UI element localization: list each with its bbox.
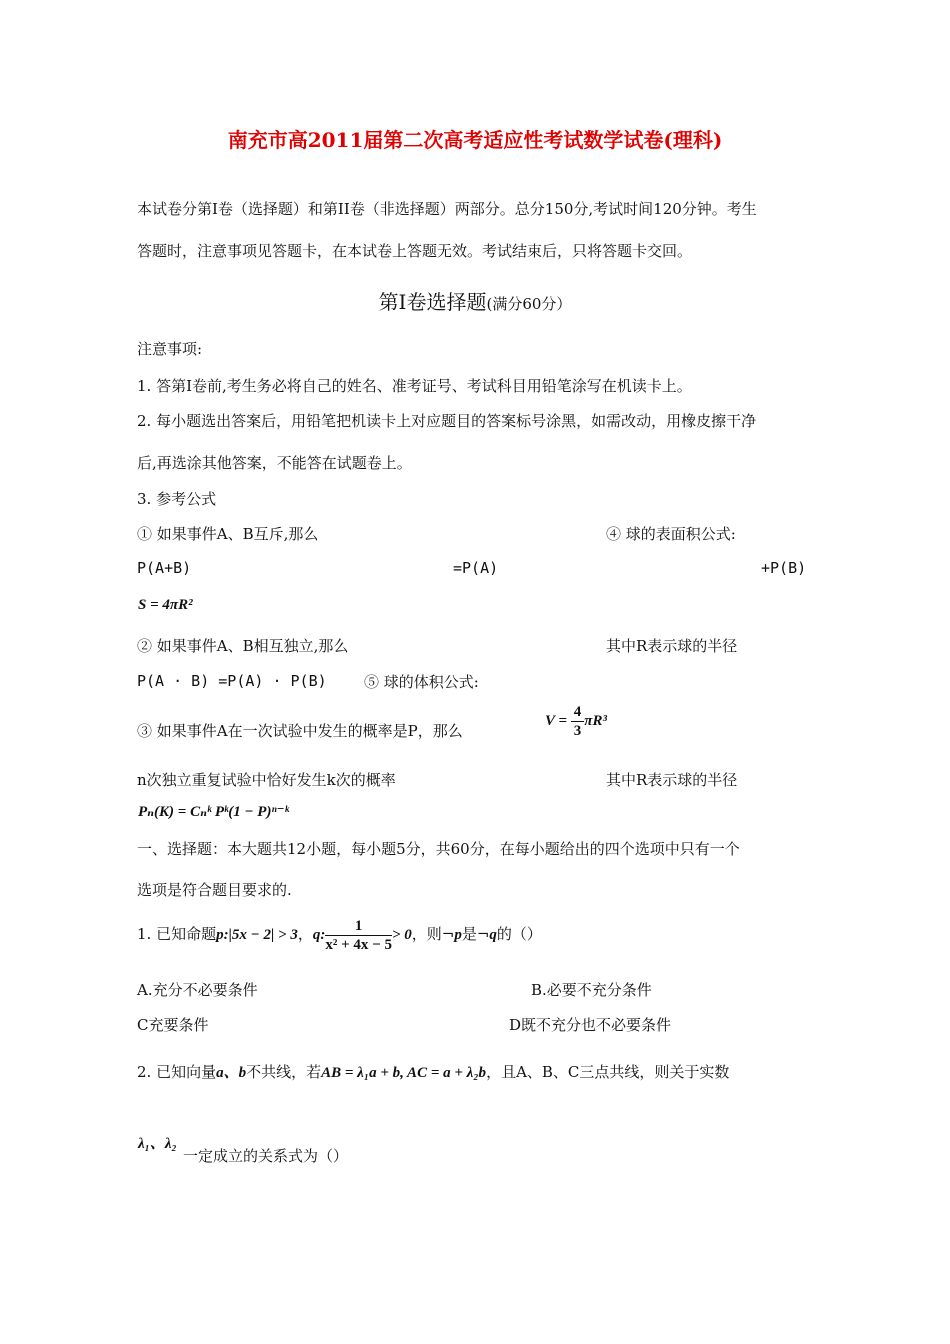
q1-p-condition: p:|5x − 2| > 3 [216, 927, 298, 943]
q1-option-c: C充要条件 [137, 1016, 209, 1034]
part1-intro-line-2: 选项是符合题目要求的. [137, 881, 292, 899]
radius-note-2: 其中R表示球的半径 [606, 771, 738, 789]
q1-fraction: $\frac{1}{\text{x² + 4x − 5}}$ [325, 917, 392, 953]
q2-lambdas: λ₁、λ₂ [138, 1136, 177, 1152]
intro-line-2: 答题时，注意事项见答题卡，在本试卷上答题无效。考试结束后，只将答题卡交回。 [137, 242, 693, 260]
formula-1-right: +P(B) [761, 559, 807, 577]
notice-item-3: 3. 参考公式 [137, 490, 217, 508]
notice-item-2-line-1: 2. 每小题选出答案后，用铅笔把机读卡上对应题目的答案标号涂黑，如需改动，用橡皮擦干净 [137, 412, 757, 430]
formula-1-left: P(A+B) [137, 559, 192, 577]
notice-item-1: 1. 答第Ⅰ卷前,考生务必将自己的姓名、准考证号、考试科目用铅笔涂写在机读卡上。 [137, 377, 692, 395]
page-title: 南充市高2011届第二次高考适应性考试数学试卷(理科) [227, 128, 723, 152]
formula-3-label: ③ 如果事件A在一次试验中发生的概率是P，那么 [137, 722, 463, 740]
formula-4-label: ④ 球的表面积公式: [606, 525, 736, 543]
q2-tail: 一定成立的关系式为（） [183, 1147, 349, 1165]
intro-line-1: 本试卷分第Ⅰ卷（选择题）和第II卷（非选择题）两部分。总分150分,考试时间120分钟。考生 [137, 200, 757, 218]
q1-option-a: A.充分不必要条件 [137, 981, 258, 999]
formula-2: P(A · B) =P(A) · P(B) [137, 672, 327, 690]
notice-item-2-line-2: 后,再选涂其他答案，不能答在试题卷上。 [137, 454, 412, 472]
formula-2-label: ② 如果事件A、B相互独立,那么 [137, 637, 349, 655]
question-1: 1. 已知命题p:|5x − 2| > 3，q: $\frac{1}{\text{x² + 4x − 5}}$ > 0，则¬p是¬q的（） [137, 917, 542, 953]
section-title: 第Ⅰ卷选择题 [378, 290, 487, 314]
binomial-probability-formula: Pₙ(K) = Cₙᵏ Pᵏ(1 − P)ⁿ⁻ᵏ [138, 804, 289, 820]
question-2: 2. 已知向量a、b不共线，若AB = λ₁a + b, AC = a + λ₂b，且A、B、C三点共线，则关于实数 [137, 1063, 730, 1081]
q1-option-b: B.必要不充分条件 [531, 981, 652, 999]
sphere-volume-formula: V = $\frac{4}{3}$ πR³ [545, 704, 607, 739]
notice-heading: 注意事项: [137, 340, 203, 358]
formula-1-label: ① 如果事件A、B互斥,那么 [137, 525, 319, 543]
section-score-note: (满分60分） [486, 295, 572, 313]
section-heading [0, 286, 950, 315]
q1-option-d: D既不充分也不必要条件 [509, 1016, 672, 1034]
formula-5-label: ⑤ 球的体积公式: [364, 673, 479, 691]
sphere-surface-formula: S = 4πR² [138, 597, 193, 613]
q2-vectors: a、b [216, 1065, 247, 1081]
part1-intro-line-1: 一、选择题：本大题共12小题，每小题5分，共60分，在每小题给出的四个选项中只有一个 [137, 840, 740, 858]
radius-note-1: 其中R表示球的半径 [606, 637, 738, 655]
formula-3-line-2: n次独立重复试验中恰好发生k次的概率 [137, 771, 396, 789]
formula-1-mid: =P(A) [453, 559, 499, 577]
volume-fraction: $\frac{4}{3}$ [571, 703, 585, 740]
q2-vector-equations: AB = λ₁a + b, AC = a + λ₂b [321, 1065, 487, 1081]
